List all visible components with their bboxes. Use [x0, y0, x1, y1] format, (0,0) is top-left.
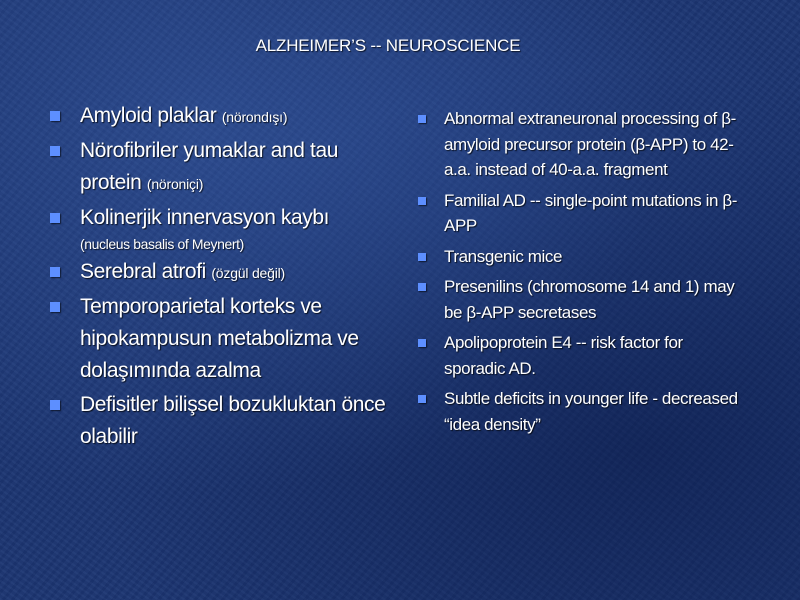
item-note: (nöroniçi) [146, 176, 204, 192]
square-bullet-icon [418, 339, 426, 347]
item-text: Nörofibriler yumaklar and tau protein [80, 139, 339, 194]
square-bullet-icon [418, 253, 426, 261]
list-item [418, 106, 748, 183]
item-text: Serebral atrofi [80, 260, 212, 283]
list-item [50, 291, 395, 387]
list-item [418, 244, 748, 270]
item-note: (nörondışı) [221, 109, 288, 125]
list-item [50, 100, 395, 133]
left-bullet-list [50, 100, 395, 455]
square-bullet-icon [418, 283, 426, 291]
list-item [50, 256, 395, 289]
item-text: Defisitler bilişsel bozukluktan önce olabilir [80, 393, 386, 448]
item-text: Transgenic mice [444, 246, 563, 266]
square-bullet-icon [50, 213, 60, 223]
square-bullet-icon [50, 302, 60, 312]
right-bullet-list [418, 106, 748, 442]
list-item [418, 330, 748, 381]
item-note: (özgül değil) [211, 265, 286, 281]
list-item [418, 386, 748, 437]
square-bullet-icon [418, 197, 426, 205]
square-bullet-icon [418, 115, 426, 123]
square-bullet-icon [50, 111, 60, 121]
item-text: Subtle deficits in younger life - decreased “idea density” [444, 389, 738, 434]
square-bullet-icon [50, 400, 60, 410]
square-bullet-icon [50, 267, 60, 277]
list-item [50, 389, 395, 453]
square-bullet-icon [50, 146, 60, 156]
slide-title: ALZHEIMER’S -- NEUROSCIENCE [255, 36, 521, 55]
list-item [50, 135, 395, 200]
item-text: Familial AD -- single-point mutations in β-APP [444, 190, 738, 235]
item-text: Abnormal extraneuronal processing of β-amyloid precursor protein (β-APP) to 42- a.a. instead of 40-a.a. fragment [444, 109, 736, 179]
item-text: Presenilins (chromosome 14 and 1) may be β-APP secretases [444, 277, 735, 322]
item-text: Amyloid plaklar [80, 104, 222, 127]
item-text: Kolinerjik innervasyon kaybı [80, 206, 330, 229]
item-note: (nucleus basalis of Meynert) [80, 236, 244, 252]
list-item [50, 202, 395, 254]
item-text: Temporoparietal korteks ve hipokampusun metabolizma ve dolaşımında azalma [80, 295, 359, 382]
square-bullet-icon [418, 395, 426, 403]
list-item [418, 274, 748, 325]
list-item [418, 188, 748, 239]
item-text: Apolipoprotein E4 -- risk factor for sporadic AD. [444, 333, 683, 378]
